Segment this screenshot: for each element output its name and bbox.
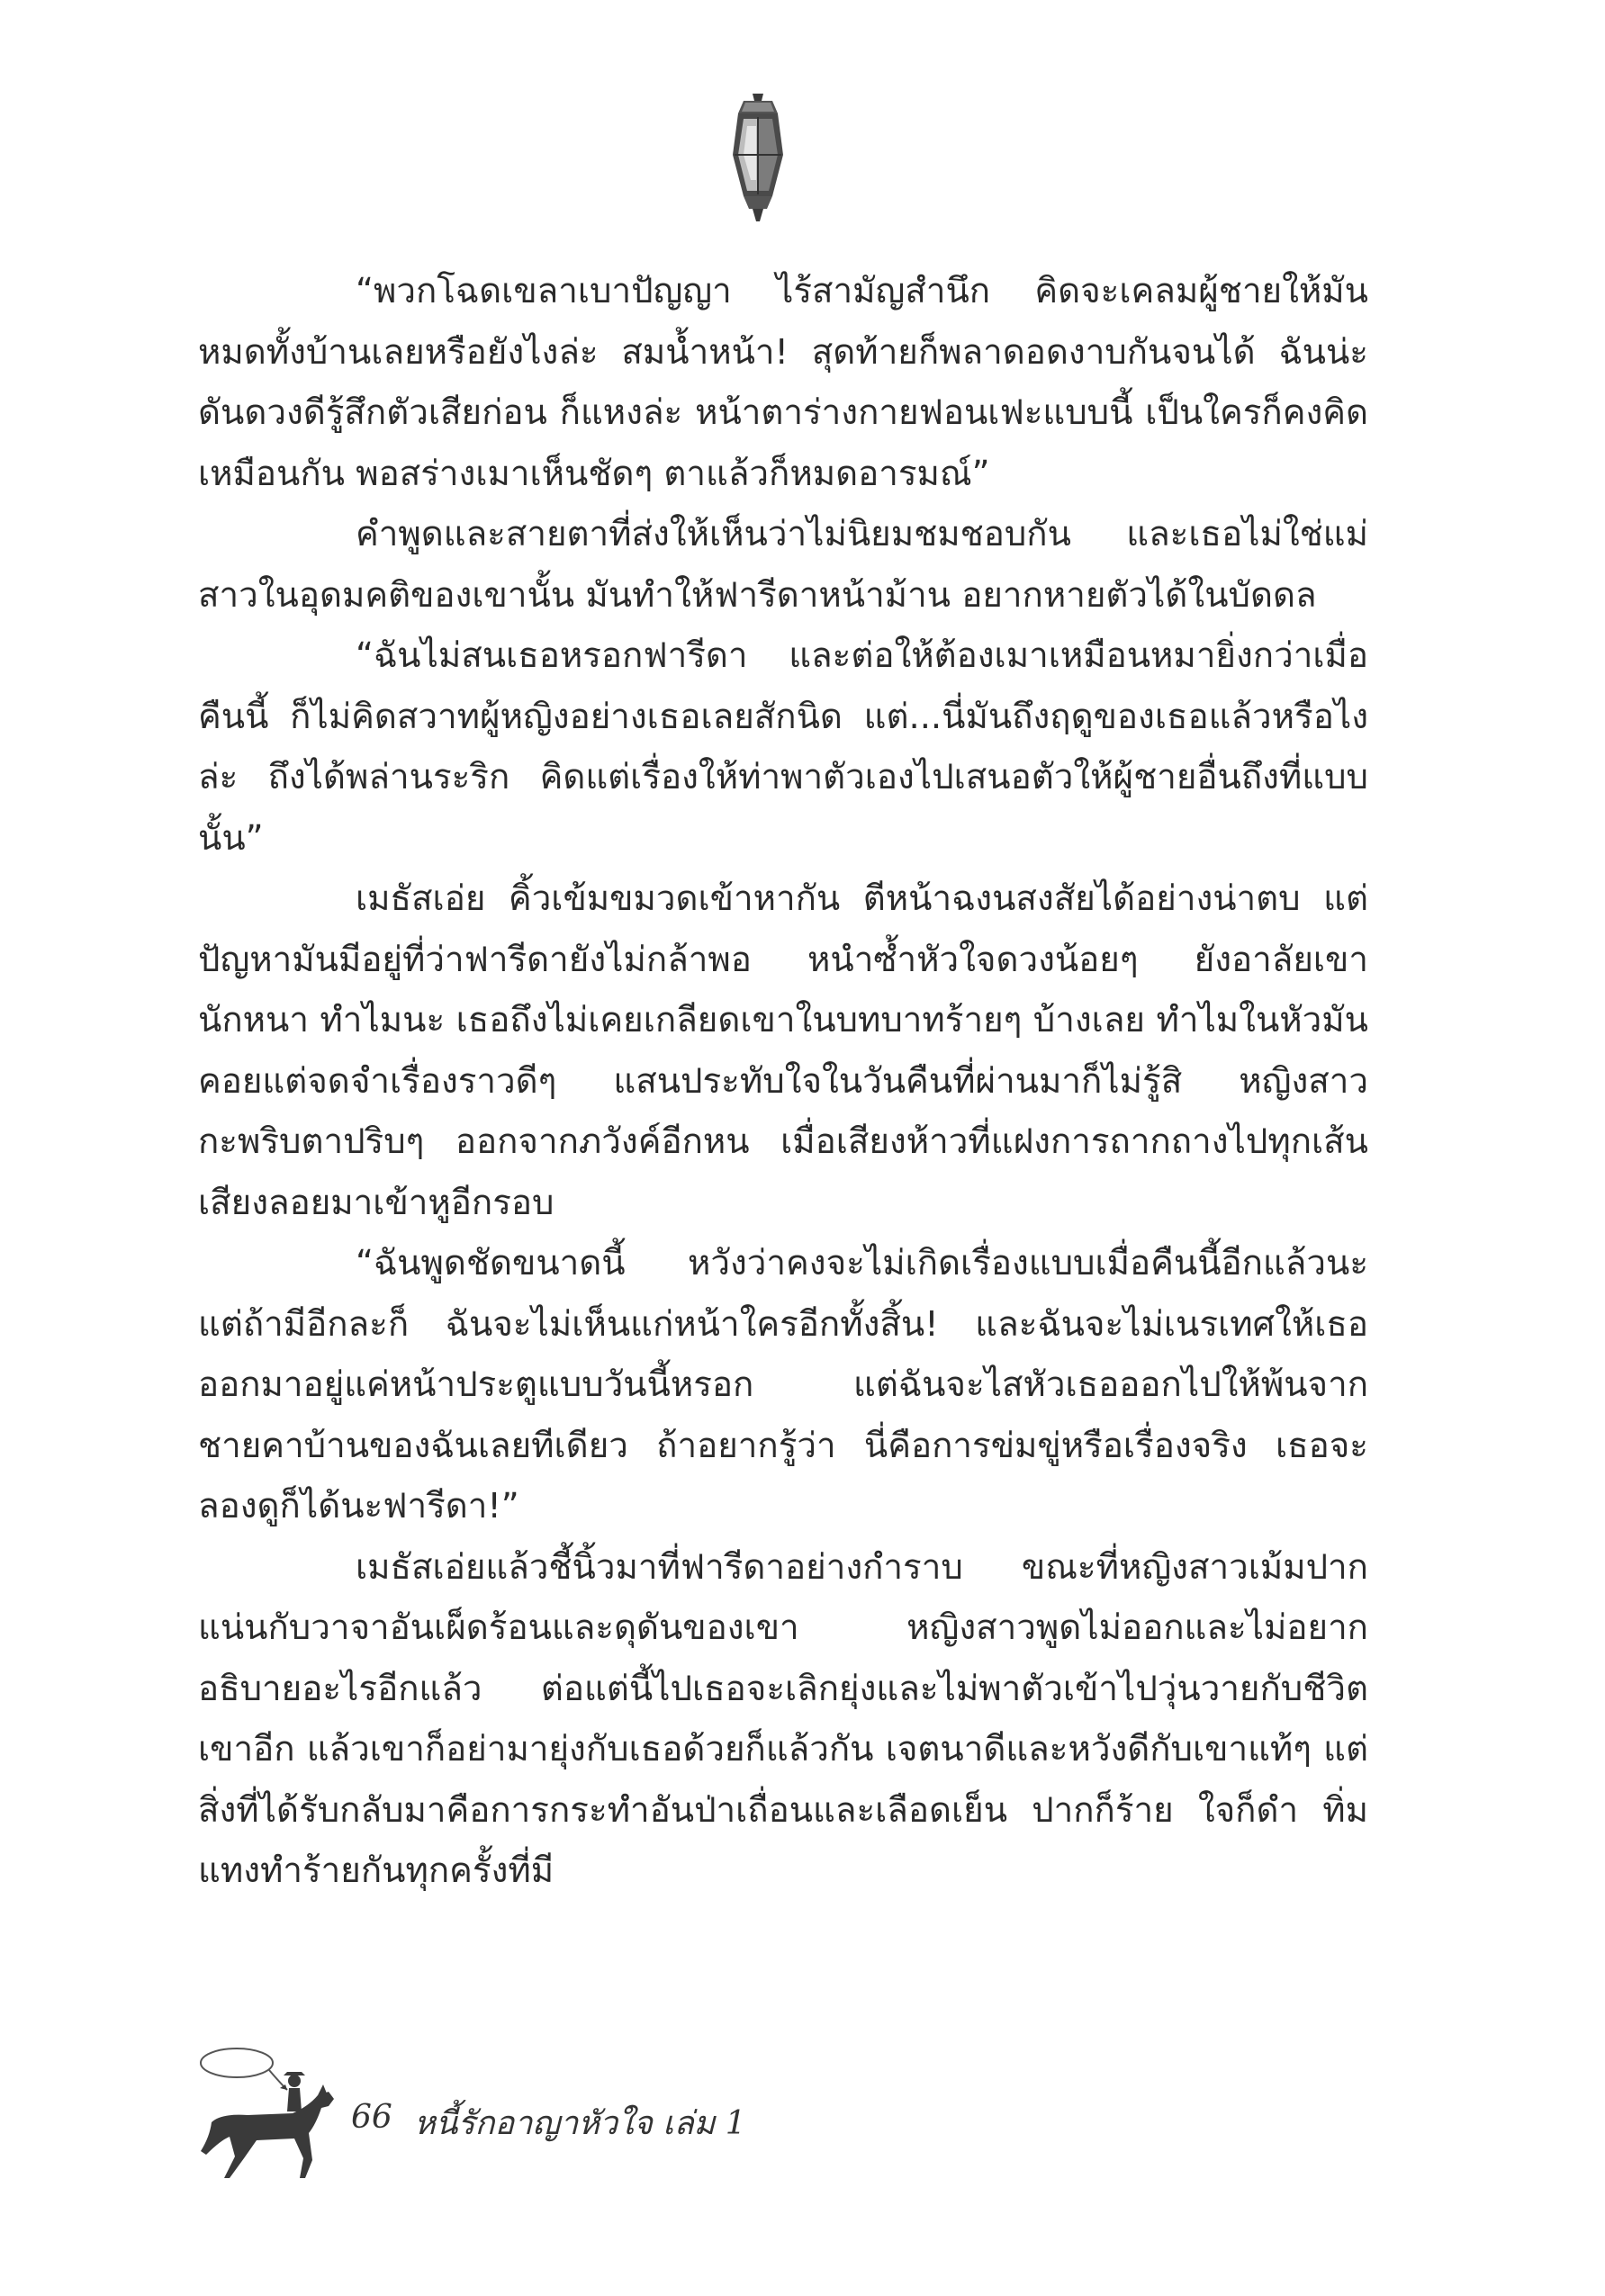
book-title: หนี้รักอาญาหัวใจ เล่ม 1 [414, 2105, 746, 2142]
paragraph: คำพูดและสายตาที่ส่งให้เห็นว่าไม่นิยมชมชอบกัน และเธอไม่ใช่แม่สาวในอุดมคติของเขานั้น มันทำให้ฟารีดาหน้าม้าน อยากหายตัวได้ในบัดดล [198, 514, 1368, 616]
page-footer [194, 2043, 824, 2187]
paragraph: เมธัสเอ่ยแล้วชี้นิ้วมาที่ฟารีดาอย่างกำราบ ขณะที่หญิงสาวเม้มปากแน่นกับวาจาอันเผ็ดร้อนและดุดันของเขา หญิงสาวพูดไม่ออกและไม่อยากอธิบายอะไรอีกแล้ว ต่อแต่นี้ไปเธอจะเลิกยุ่งและไม่พาตัวเข้าไปวุ่นวายกับชีวิตเขาอีก แล้วเขาก็อย่ามายุ่งกับเธอด้วยก็แล้วกัน เจตนาดีและหวังดีกับเขาแท้ๆ แต่สิ่งที่ได้รับกลับมาคือการกระทำอันป่าเถื่อนและเลือดเย็น ปากก็ร้าย ใจก็ดำ ทิ่มแทงทำร้ายกันทุกครั้งที่มี [198, 1546, 1368, 1891]
paragraph: “พวกโฉดเขลาเบาปัญญา ไร้สามัญสำนึก คิดจะเคลมผู้ชายให้มันหมดทั้งบ้านเลยหรือยังไงล่ะ สมน้ำหน้า! สุดท้ายก็พลาดอดงาบกันจนได้ ฉันน่ะดันดวงดีรู้สึกตัวเสียก่อน ก็แหงล่ะ หน้าตาร่างกายฟอนเฟะแบบนี้ เป็นใครก็คงคิดเหมือนกัน พอสร่างเมาเห็นชัดๆ ตาแล้วก็หมดอารมณ์” [198, 271, 1368, 494]
lantern-icon [726, 90, 790, 225]
body-text [198, 261, 1368, 1902]
paragraph: “ฉันไม่สนเธอหรอกฟารีดา และต่อให้ต้องเมาเหมือนหมายิ่งกว่าเมื่อคืนนี้ ก็ไม่คิดสวาทผู้หญิงอย่างเธอเลยสักนิด แต่...นี่มันถึงฤดูของเธอแล้วหรือไงล่ะ ถึงได้พล่านระริก คิดแต่เรื่องให้ท่าพาตัวเองไปเสนอตัวให้ผู้ชายอื่นถึงที่แบบนั้น” [198, 635, 1368, 859]
cowboy-rider-icon [194, 2043, 347, 2187]
page-number: 66 [351, 2099, 392, 2136]
paragraph: “ฉันพูดชัดขนาดนี้ หวังว่าคงจะไม่เกิดเรื่องแบบเมื่อคืนนี้อีกแล้วนะ แต่ถ้ามีอีกละก็ ฉันจะไม่เห็นแก่หน้าใครอีกทั้งสิ้น! และฉันจะไม่เนรเทศให้เธอออกมาอยู่แค่หน้าประตูแบบวันนี้หรอก แต่ฉันจะไสหัวเธอออกไปให้พ้นจากชายคาบ้านของฉันเลยทีเดียว ถ้าอยากรู้ว่า นี่คือการข่มขู่หรือเรื่องจริง เธอจะลองดูก็ได้นะฟารีดา!” [198, 1243, 1368, 1526]
paragraph: เมธัสเอ่ย คิ้วเข้มขมวดเข้าหากัน ตีหน้าฉงนสงสัยได้อย่างน่าตบ แต่ปัญหามันมีอยู่ที่ว่าฟารีดายังไม่กล้าพอ หนำซ้ำหัวใจดวงน้อยๆ ยังอาลัยเขานักหนา ทำไมนะ เธอถึงไม่เคยเกลียดเขาในบทบาทร้ายๆ บ้างเลย ทำไมในหัวมันคอยแต่จดจำเรื่องราวดีๆ แสนประทับใจในวันคืนที่ผ่านมาก็ไม่รู้สิ หญิงสาวกะพริบตาปริบๆ ออกจากภวังค์อีกหน เมื่อเสียงห้าวที่แฝงการถากถางไปทุกเส้นเสียงลอยมาเข้าหูอีกรอบ [198, 878, 1368, 1223]
